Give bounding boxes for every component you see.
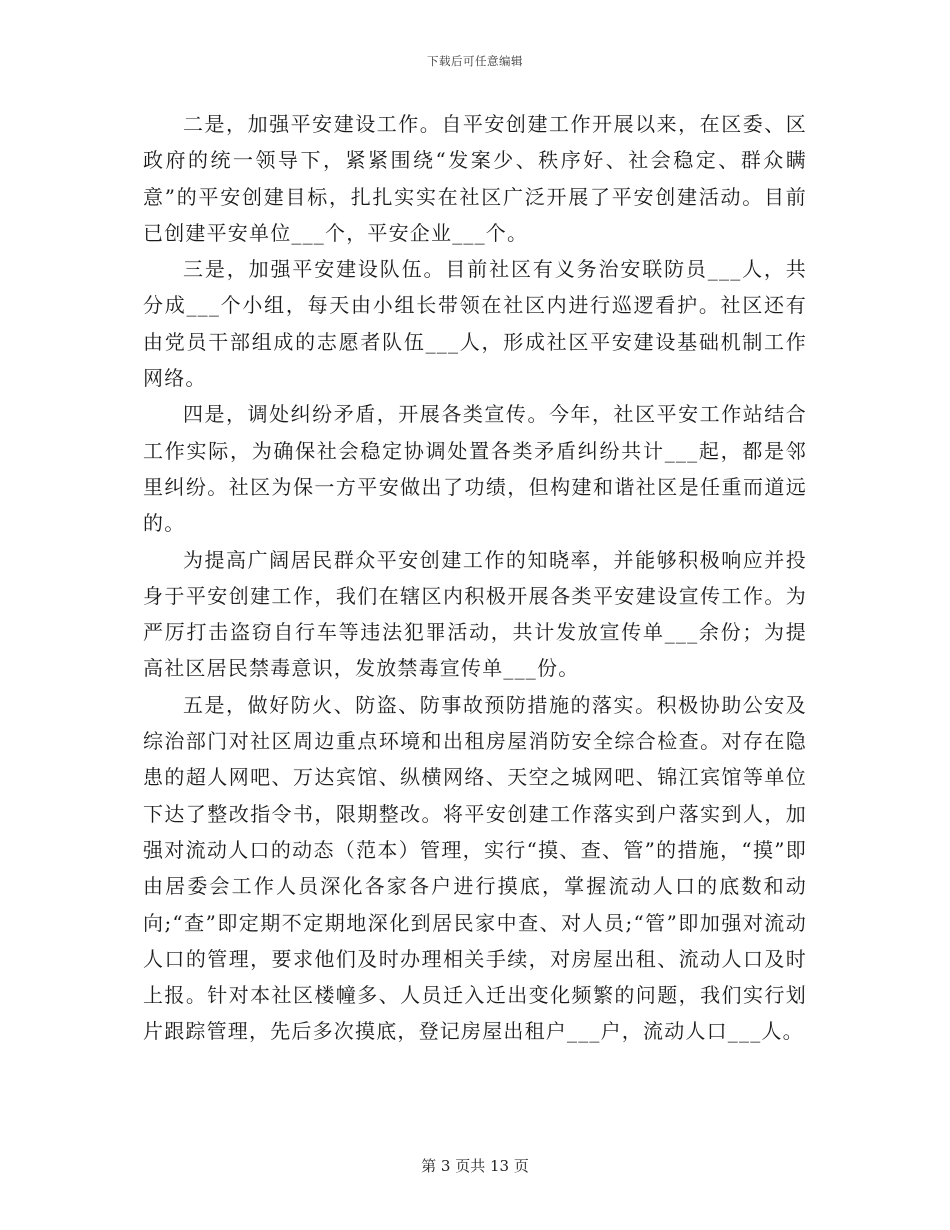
page-header-note: 下载后可任意编辑 — [427, 54, 523, 68]
paragraph-fire-theft-prevention: 五是，做好防火、防盗、防事故预防措施的落实。积极协助公安及综治部门对社区周边重点环境和出租房屋消防安全综合检查。对存在隐患的超人网吧、万达宾馆、纵横网络、天空之城网吧、锦江宾馆等单位下达了整改指令书，限期整改。将平安创建工作落实到户落实到人，加强对流动人口的动态（范本）管理，实行“摸、查、管”的措施，“摸”即由居委会工作人员深化各家各户进行摸底，掌握流动人口的底数和动向;“查”即定期不定期地深化到居民家中查、对人员;“管”即加强对流动人口的管理，要求他们及时办理相关手续，对房屋出租、流动人口及时上报。针对本社区楼幢多、人员迁入迁出变化频繁的问题，我们实行划片跟踪管理，先后多次摸底，登记房屋出租户___户，流动人口___人。 — [143, 692, 807, 1044]
page-number-footer: 第 3 页共 13 页 — [421, 1157, 529, 1175]
paragraph-publicity-work: 为提高广阔居民群众平安创建工作的知晓率，并能够积极响应并投身于平安创建工作，我们在辖区内积极开展各类平安建设宣传工作。为严厉打击盗窃自行车等违法犯罪活动，共计发放宣传单___余份；为提高社区居民禁毒意识，发放禁毒宣传单___份。 — [143, 547, 807, 681]
paragraph-dispute-mediation: 四是，调处纠纷矛盾，开展各类宣传。今年，社区平安工作站结合工作实际，为确保社会稳定协调处置各类矛盾纠纷共计___起，都是邻里纠纷。社区为保一方平安做出了功绩，但构建和谐社区是任重而道远的。 — [143, 402, 807, 536]
paragraph-security-construction-work: 二是，加强平安建设工作。自平安创建工作开展以来，在区委、区政府的统一领导下，紧紧围绕“发案少、秩序好、社会稳定、群众瞒意”的平安创建目标，扎扎实实在社区广泛开展了平安创建活动。目前已创建平安单位___个，平安企业___个。 — [143, 112, 807, 245]
document-body — [143, 106, 807, 1050]
paragraph-security-team: 三是，加强平安建设队伍。目前社区有义务治安联防员___人，共分成___个小组，每天由小组长带领在社区内进行巡逻看护。社区还有由党员干部组成的志愿者队伍___人，形成社区平安建设基础机制工作网络。 — [143, 257, 807, 391]
